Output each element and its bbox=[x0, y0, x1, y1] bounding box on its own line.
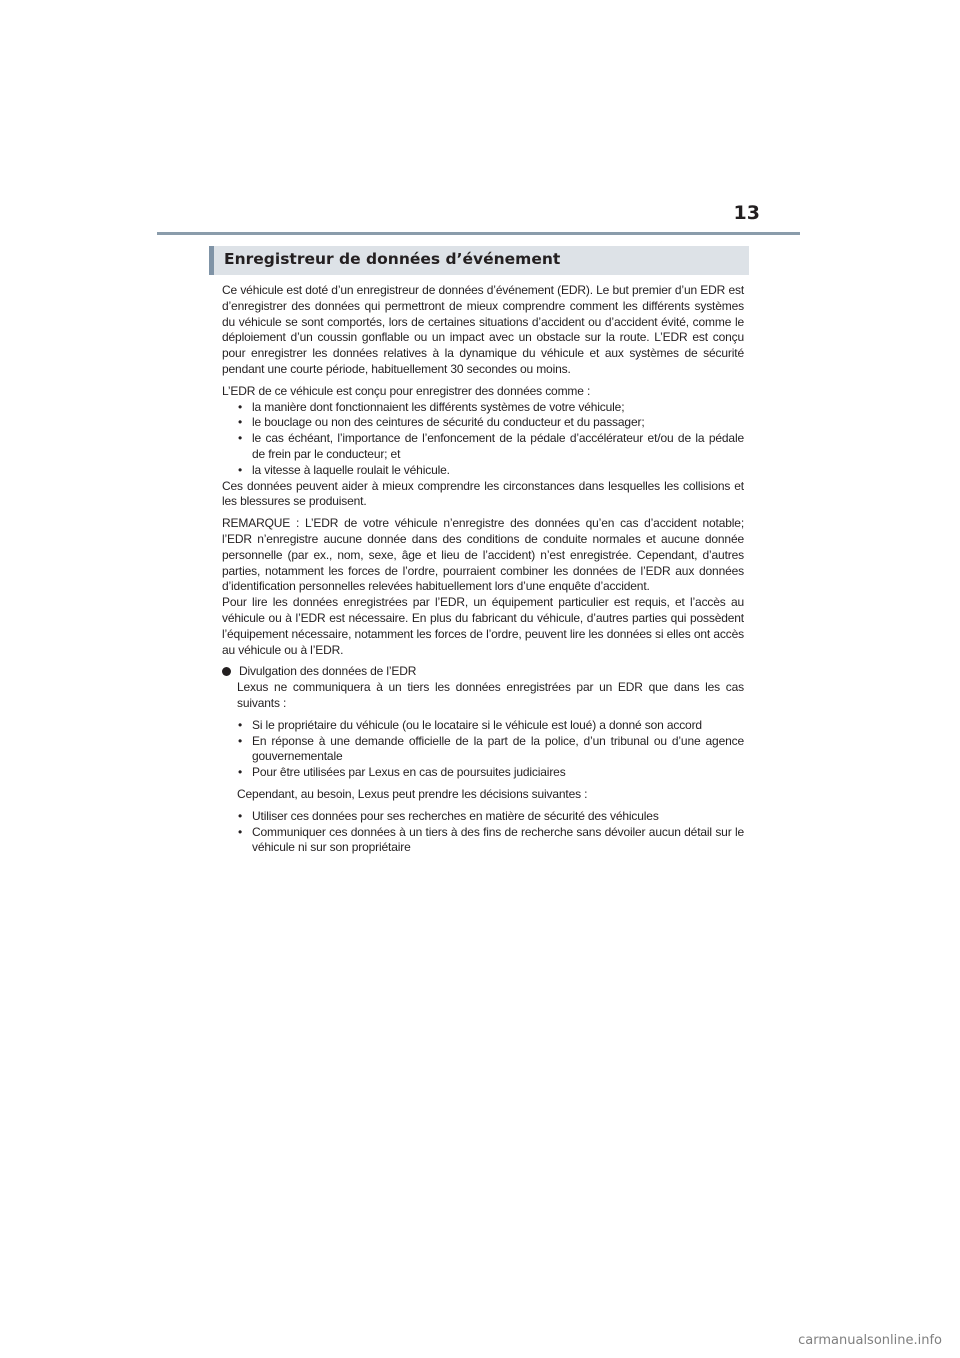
disclosure-cases-list bbox=[237, 718, 744, 781]
page-number: 13 bbox=[733, 202, 760, 224]
section-title: Enregistreur de données d’événement bbox=[224, 250, 561, 268]
list-item: • En réponse à une demande officielle de la part de la police, d’un tribunal ou d’une agence gouvernementale bbox=[238, 734, 744, 766]
disclosure-intro: Lexus ne communiquera à un tiers les données enregistrées par un EDR que dans les cas suivants : bbox=[237, 680, 744, 710]
list-item: • Communiquer ces données à un tiers à des fins de recherche sans dévoiler aucun détail sur le véhicule ni sur son propriétaire bbox=[238, 825, 744, 857]
watermark: carmanualsonline.info bbox=[798, 1333, 942, 1348]
header-rule bbox=[157, 232, 800, 235]
bullet-dot-icon bbox=[222, 667, 231, 676]
list-item: • le cas échéant, l’importance de l’enfoncement de la pédale d’accélérateur et/ou de la pédale de frein par le conducteur; et bbox=[238, 431, 744, 463]
intro-paragraph: Ce véhicule est doté d’un enregistreur de données d’événement (EDR). Le but premier d’un EDR est d’enregistrer des données qui permettront de mieux comprendre comment les différents systèmes du véhicule se sont comportés, lors de certaines situations d’accident ou d’accident évité, comme le déploiement d’un coussin gonflable ou un impact avec un obstacle sur la route. L’EDR est conçu pour enregistrer les données relatives à la dynamique du véhicule et aux systèmes de sécurité pendant une courte période, habituellement 30 secondes ou moins. bbox=[222, 283, 744, 376]
decisions-list bbox=[237, 809, 744, 856]
after-list-paragraph: Ces données peuvent aider à mieux comprendre les circonstances dans lesquelles les collisions et les blessures se produisent. bbox=[222, 478, 744, 509]
disclosure-heading bbox=[222, 664, 744, 680]
however-paragraph: Cependant, au besoin, Lexus peut prendre les décisions suivantes : bbox=[237, 786, 588, 801]
content bbox=[222, 283, 744, 856]
section-header bbox=[209, 246, 749, 275]
list-item: • la manière dont fonctionnaient les différents systèmes de votre véhicule; bbox=[238, 400, 744, 416]
list-item: • Si le propriétaire du véhicule (ou le locataire si le véhicule est loué) a donné son accord bbox=[238, 718, 744, 734]
list-item: • le bouclage ou non des ceintures de sécurité du conducteur et du passager; bbox=[238, 415, 744, 431]
list-item: • Utiliser ces données pour ses recherches en matière de sécurité des véhicules bbox=[238, 809, 744, 825]
list-item: • la vitesse à laquelle roulait le véhicule. bbox=[238, 463, 744, 479]
list-item: • Pour être utilisées par Lexus en cas de poursuites judiciaires bbox=[238, 765, 744, 781]
recorded-data-list bbox=[222, 400, 744, 479]
list-intro: L’EDR de ce véhicule est conçu pour enregistrer des données comme : bbox=[222, 383, 591, 398]
reading-paragraph: Pour lire les données enregistrées par l’EDR, un équipement particulier est requis, et l’accès au véhicule ou à l’EDR est nécessaire. En plus du fabricant du véhicule, d’autres parties qui possèdent l’équipement nécessaire, notamment les forces de l’ordre, peuvent lire les données si elles ont accès au véhicule ou à l’EDR. bbox=[222, 595, 744, 657]
remarque-paragraph: REMARQUE : L’EDR de votre véhicule n’enregistre des données qu’en cas d’accident notable; l’EDR n’enregistre aucune donnée dans des conditions de conduite normales et aucune donnée personnelle (par ex., nom, sexe, âge et lieu de l’accident) n’est enregistrée. Cependant, d’autres parties, notamment les forces de l’ordre, pourraient combiner les données de l’EDR aux données d’identification personnelles relevées habituellement lors d’une enquête d’accident. bbox=[222, 516, 744, 594]
disclosure-section bbox=[222, 680, 744, 856]
disclosure-heading-text: Divulgation des données de l’EDR bbox=[239, 664, 417, 679]
